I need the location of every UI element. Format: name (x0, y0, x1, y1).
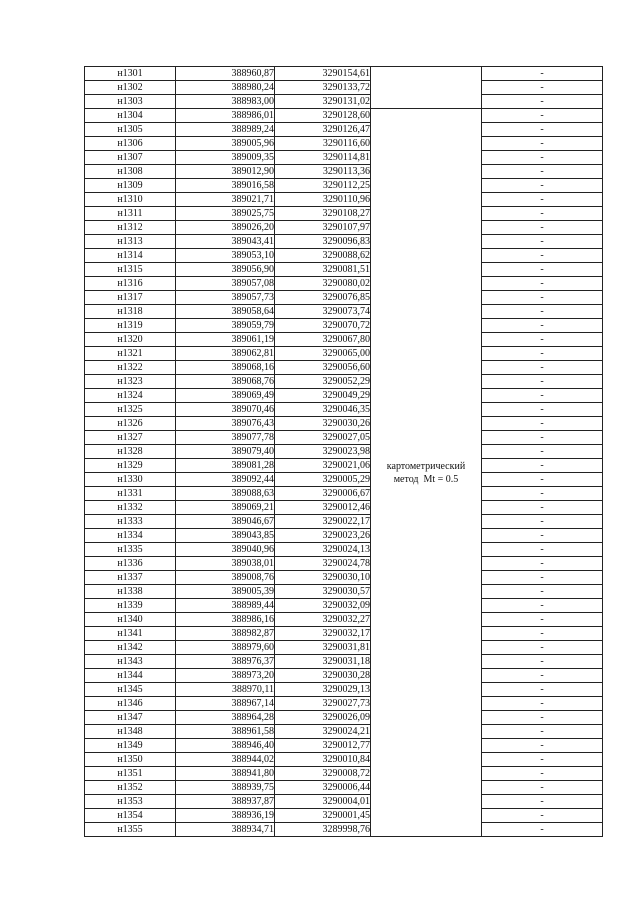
table-row (85, 459, 603, 473)
accuracy-cell: - (482, 305, 603, 319)
point-name-cell: н1315 (85, 263, 176, 277)
table-row (85, 431, 603, 445)
x-coordinate-cell: 388986,01 (176, 109, 275, 123)
point-name-cell: н1355 (85, 823, 176, 837)
point-name-cell: н1346 (85, 697, 176, 711)
y-coordinate-cell: 3290108,27 (275, 207, 371, 221)
x-coordinate-cell: 389043,85 (176, 529, 275, 543)
accuracy-cell: - (482, 739, 603, 753)
table-row (85, 179, 603, 193)
point-name-cell: н1333 (85, 515, 176, 529)
x-coordinate-cell: 388964,28 (176, 711, 275, 725)
y-coordinate-cell: 3290010,84 (275, 753, 371, 767)
x-coordinate-cell: 388980,24 (176, 81, 275, 95)
point-name-cell: н1330 (85, 473, 176, 487)
accuracy-cell: - (482, 165, 603, 179)
table-row (85, 249, 603, 263)
accuracy-cell: - (482, 655, 603, 669)
point-name-cell: н1304 (85, 109, 176, 123)
x-coordinate-cell: 389069,49 (176, 389, 275, 403)
table-row (85, 207, 603, 221)
x-coordinate-cell: 389077,78 (176, 431, 275, 445)
x-coordinate-cell: 388967,14 (176, 697, 275, 711)
x-coordinate-cell: 388936,19 (176, 809, 275, 823)
accuracy-cell: - (482, 543, 603, 557)
x-coordinate-cell: 388961,58 (176, 725, 275, 739)
y-coordinate-cell: 3290107,97 (275, 221, 371, 235)
x-coordinate-cell: 389038,01 (176, 557, 275, 571)
accuracy-cell: - (482, 417, 603, 431)
y-coordinate-cell: 3290052,29 (275, 375, 371, 389)
table-row (85, 515, 603, 529)
table-row (85, 641, 603, 655)
accuracy-cell: - (482, 613, 603, 627)
table-row (85, 683, 603, 697)
table-row (85, 95, 603, 109)
table-row (85, 739, 603, 753)
table-row (85, 823, 603, 837)
table-row (85, 389, 603, 403)
accuracy-cell: - (482, 389, 603, 403)
point-name-cell: н1302 (85, 81, 176, 95)
table-row (85, 221, 603, 235)
x-coordinate-cell: 388983,00 (176, 95, 275, 109)
x-coordinate-cell: 388946,40 (176, 739, 275, 753)
y-coordinate-cell: 3290049,29 (275, 389, 371, 403)
x-coordinate-cell: 389068,16 (176, 361, 275, 375)
accuracy-cell: - (482, 767, 603, 781)
point-name-cell: н1337 (85, 571, 176, 585)
accuracy-cell: - (482, 627, 603, 641)
accuracy-cell: - (482, 123, 603, 137)
point-name-cell: н1353 (85, 795, 176, 809)
accuracy-cell: - (482, 137, 603, 151)
point-name-cell: н1325 (85, 403, 176, 417)
point-name-cell: н1351 (85, 767, 176, 781)
y-coordinate-cell: 3290024,13 (275, 543, 371, 557)
table-row (85, 361, 603, 375)
table-row (85, 585, 603, 599)
table-row (85, 613, 603, 627)
x-coordinate-cell: 388989,44 (176, 599, 275, 613)
y-coordinate-cell: 3290133,72 (275, 81, 371, 95)
x-coordinate-cell: 388939,75 (176, 781, 275, 795)
table-row (85, 67, 603, 81)
table-row (85, 403, 603, 417)
table-row (85, 123, 603, 137)
accuracy-cell: - (482, 487, 603, 501)
x-coordinate-cell: 389016,58 (176, 179, 275, 193)
point-name-cell: н1308 (85, 165, 176, 179)
point-name-cell: н1319 (85, 319, 176, 333)
y-coordinate-cell: 3290073,74 (275, 305, 371, 319)
point-name-cell: н1305 (85, 123, 176, 137)
table-row (85, 319, 603, 333)
y-coordinate-cell: 3290032,27 (275, 613, 371, 627)
x-coordinate-cell: 388989,24 (176, 123, 275, 137)
x-coordinate-cell: 389005,39 (176, 585, 275, 599)
method-text-line1: картометрический (386, 460, 466, 472)
y-coordinate-cell: 3290030,57 (275, 585, 371, 599)
x-coordinate-cell: 389008,76 (176, 571, 275, 585)
accuracy-cell: - (482, 235, 603, 249)
point-name-cell: н1322 (85, 361, 176, 375)
table-row (85, 557, 603, 571)
y-coordinate-cell: 3290081,51 (275, 263, 371, 277)
table-row (85, 375, 603, 389)
accuracy-cell: - (482, 515, 603, 529)
point-name-cell: н1338 (85, 585, 176, 599)
accuracy-cell: - (482, 81, 603, 95)
y-coordinate-cell: 3290032,17 (275, 627, 371, 641)
y-coordinate-cell: 3290076,85 (275, 291, 371, 305)
point-name-cell: н1343 (85, 655, 176, 669)
x-coordinate-cell: 388941,80 (176, 767, 275, 781)
table-row (85, 305, 603, 319)
y-coordinate-cell: 3290096,83 (275, 235, 371, 249)
table-row (85, 487, 603, 501)
x-coordinate-cell: 389069,21 (176, 501, 275, 515)
x-coordinate-cell: 389079,40 (176, 445, 275, 459)
table-row (85, 81, 603, 95)
point-name-cell: н1331 (85, 487, 176, 501)
accuracy-cell: - (482, 459, 603, 473)
y-coordinate-cell: 3290023,98 (275, 445, 371, 459)
x-coordinate-cell: 389053,10 (176, 249, 275, 263)
y-coordinate-cell: 3290005,29 (275, 473, 371, 487)
x-coordinate-cell: 388986,16 (176, 613, 275, 627)
x-coordinate-cell: 389009,35 (176, 151, 275, 165)
point-name-cell: н1311 (85, 207, 176, 221)
x-coordinate-cell: 389057,08 (176, 277, 275, 291)
table-row (85, 529, 603, 543)
accuracy-cell: - (482, 809, 603, 823)
point-name-cell: н1348 (85, 725, 176, 739)
table-row (85, 501, 603, 515)
y-coordinate-cell: 3290030,26 (275, 417, 371, 431)
point-name-cell: н1306 (85, 137, 176, 151)
point-name-cell: н1349 (85, 739, 176, 753)
point-name-cell: н1324 (85, 389, 176, 403)
accuracy-cell: - (482, 375, 603, 389)
coordinates-table (84, 66, 603, 837)
table-row (85, 697, 603, 711)
y-coordinate-cell: 3290024,78 (275, 557, 371, 571)
accuracy-cell: - (482, 319, 603, 333)
point-name-cell: н1328 (85, 445, 176, 459)
accuracy-cell: - (482, 221, 603, 235)
y-coordinate-cell: 3290012,46 (275, 501, 371, 515)
accuracy-cell: - (482, 683, 603, 697)
x-coordinate-cell: 388970,11 (176, 683, 275, 697)
y-coordinate-cell: 3290004,01 (275, 795, 371, 809)
point-name-cell: н1326 (85, 417, 176, 431)
x-coordinate-cell: 389057,73 (176, 291, 275, 305)
accuracy-cell: - (482, 431, 603, 445)
x-coordinate-cell: 388973,20 (176, 669, 275, 683)
accuracy-cell: - (482, 333, 603, 347)
y-coordinate-cell: 3289998,76 (275, 823, 371, 837)
accuracy-cell: - (482, 179, 603, 193)
y-coordinate-cell: 3290006,67 (275, 487, 371, 501)
point-name-cell: н1329 (85, 459, 176, 473)
accuracy-cell: - (482, 193, 603, 207)
y-coordinate-cell: 3290032,09 (275, 599, 371, 613)
accuracy-cell: - (482, 501, 603, 515)
y-coordinate-cell: 3290088,62 (275, 249, 371, 263)
coordinates-table-body (85, 67, 603, 837)
point-name-cell: н1321 (85, 347, 176, 361)
point-name-cell: н1323 (85, 375, 176, 389)
y-coordinate-cell: 3290070,72 (275, 319, 371, 333)
point-name-cell: н1340 (85, 613, 176, 627)
y-coordinate-cell: 3290113,36 (275, 165, 371, 179)
point-name-cell: н1341 (85, 627, 176, 641)
point-name-cell: н1320 (85, 333, 176, 347)
x-coordinate-cell: 388960,87 (176, 67, 275, 81)
y-coordinate-cell: 3290029,13 (275, 683, 371, 697)
y-coordinate-cell: 3290026,09 (275, 711, 371, 725)
accuracy-cell: - (482, 697, 603, 711)
x-coordinate-cell: 388937,87 (176, 795, 275, 809)
point-name-cell: н1316 (85, 277, 176, 291)
x-coordinate-cell: 388976,37 (176, 655, 275, 669)
x-coordinate-cell: 389056,90 (176, 263, 275, 277)
accuracy-cell: - (482, 571, 603, 585)
accuracy-cell: - (482, 823, 603, 837)
point-name-cell: н1336 (85, 557, 176, 571)
y-coordinate-cell: 3290030,10 (275, 571, 371, 585)
point-name-cell: н1314 (85, 249, 176, 263)
table-row (85, 347, 603, 361)
accuracy-cell: - (482, 795, 603, 809)
x-coordinate-cell: 389081,28 (176, 459, 275, 473)
point-name-cell: н1307 (85, 151, 176, 165)
y-coordinate-cell: 3290022,17 (275, 515, 371, 529)
accuracy-cell: - (482, 473, 603, 487)
y-coordinate-cell: 3290112,25 (275, 179, 371, 193)
accuracy-cell: - (482, 781, 603, 795)
y-coordinate-cell: 3290056,60 (275, 361, 371, 375)
table-row (85, 235, 603, 249)
y-coordinate-cell: 3290046,35 (275, 403, 371, 417)
point-name-cell: н1332 (85, 501, 176, 515)
table-row (85, 599, 603, 613)
accuracy-cell: - (482, 67, 603, 81)
method-cell-empty (371, 95, 482, 109)
point-name-cell: н1318 (85, 305, 176, 319)
x-coordinate-cell: 388982,87 (176, 627, 275, 641)
table-row (85, 151, 603, 165)
y-coordinate-cell: 3290065,00 (275, 347, 371, 361)
accuracy-cell: - (482, 753, 603, 767)
accuracy-cell: - (482, 599, 603, 613)
y-coordinate-cell: 3290131,02 (275, 95, 371, 109)
y-coordinate-cell: 3290023,26 (275, 529, 371, 543)
y-coordinate-cell: 3290031,18 (275, 655, 371, 669)
point-name-cell: н1309 (85, 179, 176, 193)
table-row (85, 781, 603, 795)
y-coordinate-cell: 3290080,02 (275, 277, 371, 291)
y-coordinate-cell: 3290027,05 (275, 431, 371, 445)
table-row (85, 571, 603, 585)
table-row (85, 417, 603, 431)
table-row (85, 333, 603, 347)
point-name-cell: н1339 (85, 599, 176, 613)
accuracy-cell: - (482, 557, 603, 571)
table-row (85, 809, 603, 823)
x-coordinate-cell: 389012,90 (176, 165, 275, 179)
y-coordinate-cell: 3290027,73 (275, 697, 371, 711)
x-coordinate-cell: 389059,79 (176, 319, 275, 333)
accuracy-cell: - (482, 711, 603, 725)
x-coordinate-cell: 389040,96 (176, 543, 275, 557)
table-row (85, 165, 603, 179)
x-coordinate-cell: 389061,19 (176, 333, 275, 347)
point-name-cell: н1317 (85, 291, 176, 305)
x-coordinate-cell: 388944,02 (176, 753, 275, 767)
y-coordinate-cell: 3290024,21 (275, 725, 371, 739)
y-coordinate-cell: 3290067,80 (275, 333, 371, 347)
point-name-cell: н1313 (85, 235, 176, 249)
accuracy-cell: - (482, 249, 603, 263)
y-coordinate-cell: 3290154,61 (275, 67, 371, 81)
x-coordinate-cell: 389062,81 (176, 347, 275, 361)
x-coordinate-cell: 389025,75 (176, 207, 275, 221)
point-name-cell: н1352 (85, 781, 176, 795)
point-name-cell: н1310 (85, 193, 176, 207)
point-name-cell: н1344 (85, 669, 176, 683)
point-name-cell: н1327 (85, 431, 176, 445)
table-row (85, 473, 603, 487)
accuracy-cell: - (482, 585, 603, 599)
y-coordinate-cell: 3290001,45 (275, 809, 371, 823)
x-coordinate-cell: 389005,96 (176, 137, 275, 151)
y-coordinate-cell: 3290006,44 (275, 781, 371, 795)
point-name-cell: н1354 (85, 809, 176, 823)
x-coordinate-cell: 389026,20 (176, 221, 275, 235)
x-coordinate-cell: 389043,41 (176, 235, 275, 249)
y-coordinate-cell: 3290012,77 (275, 739, 371, 753)
accuracy-cell: - (482, 669, 603, 683)
table-row (85, 725, 603, 739)
accuracy-cell: - (482, 725, 603, 739)
table-row (85, 109, 603, 123)
accuracy-cell: - (482, 207, 603, 221)
accuracy-cell: - (482, 529, 603, 543)
point-name-cell: н1347 (85, 711, 176, 725)
y-coordinate-cell: 3290114,81 (275, 151, 371, 165)
y-coordinate-cell: 3290021,06 (275, 459, 371, 473)
accuracy-cell: - (482, 151, 603, 165)
x-coordinate-cell: 389068,76 (176, 375, 275, 389)
point-name-cell: н1342 (85, 641, 176, 655)
point-name-cell: н1312 (85, 221, 176, 235)
accuracy-cell: - (482, 291, 603, 305)
y-coordinate-cell: 3290031,81 (275, 641, 371, 655)
table-row (85, 767, 603, 781)
table-row (85, 543, 603, 557)
table-row (85, 137, 603, 151)
point-name-cell: н1335 (85, 543, 176, 557)
x-coordinate-cell: 389046,67 (176, 515, 275, 529)
x-coordinate-cell: 388979,60 (176, 641, 275, 655)
table-row (85, 277, 603, 291)
y-coordinate-cell: 3290128,60 (275, 109, 371, 123)
table-row (85, 445, 603, 459)
point-name-cell: н1303 (85, 95, 176, 109)
accuracy-cell: - (482, 347, 603, 361)
x-coordinate-cell: 389088,63 (176, 487, 275, 501)
x-coordinate-cell: 388934,71 (176, 823, 275, 837)
accuracy-cell: - (482, 95, 603, 109)
table-row (85, 263, 603, 277)
table-row (85, 193, 603, 207)
x-coordinate-cell: 389058,64 (176, 305, 275, 319)
accuracy-cell: - (482, 641, 603, 655)
point-name-cell: н1350 (85, 753, 176, 767)
x-coordinate-cell: 389076,43 (176, 417, 275, 431)
accuracy-cell: - (482, 403, 603, 417)
y-coordinate-cell: 3290008,72 (275, 767, 371, 781)
y-coordinate-cell: 3290116,60 (275, 137, 371, 151)
table-row (85, 291, 603, 305)
table-row (85, 795, 603, 809)
method-cell-empty (371, 81, 482, 95)
x-coordinate-cell: 389021,71 (176, 193, 275, 207)
y-coordinate-cell: 3290126,47 (275, 123, 371, 137)
point-name-cell: н1334 (85, 529, 176, 543)
point-name-cell: н1301 (85, 67, 176, 81)
method-cell (371, 109, 482, 837)
accuracy-cell: - (482, 277, 603, 291)
table-row (85, 753, 603, 767)
x-coordinate-cell: 389070,46 (176, 403, 275, 417)
y-coordinate-cell: 3290030,28 (275, 669, 371, 683)
accuracy-cell: - (482, 445, 603, 459)
method-text-line2: метод Mt = 0.5 (393, 473, 459, 485)
accuracy-cell: - (482, 109, 603, 123)
method-cell-empty (371, 67, 482, 81)
x-coordinate-cell: 389092,44 (176, 473, 275, 487)
accuracy-cell: - (482, 263, 603, 277)
table-row (85, 669, 603, 683)
table-row (85, 627, 603, 641)
accuracy-cell: - (482, 361, 603, 375)
point-name-cell: н1345 (85, 683, 176, 697)
table-row (85, 711, 603, 725)
y-coordinate-cell: 3290110,96 (275, 193, 371, 207)
table-row (85, 655, 603, 669)
